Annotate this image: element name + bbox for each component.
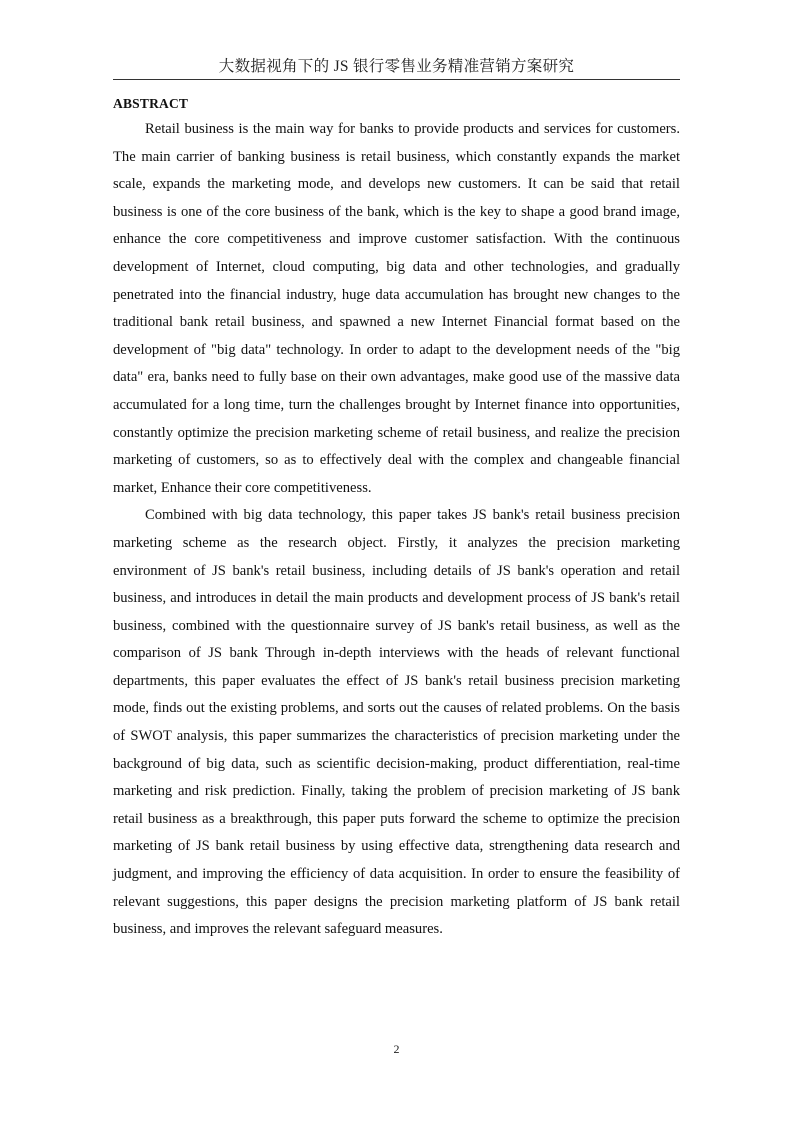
abstract-paragraph-2: Combined with big data technology, this paper takes JS bank's retail business precision marketing scheme as the research object. Firstly, it analyzes the precision marketing environment of JS bank's retail business, including details of JS bank's operation and retail business, and introduces in detail the main products and development process of JS bank's retail business, combined with the questionnaire survey of JS bank's retail business, as well as the comparison of JS bank Through in-depth interviews with the heads of relevant functional departments, this paper evaluates the effect of JS bank's retail business precision marketing mode, finds out the existing problems, and sorts out the causes of related problems. On the basis of SWOT analysis, this paper summarizes the characteristics of precision marketing under the background of big data, such as scientific decision-making, product differentiation, real-time marketing and risk prediction. Finally, taking the problem of precision marketing of JS bank retail business as a breakthrough, this paper puts forward the scheme to optimize the precision marketing of JS bank retail business by using effective data, strengthening data research and judgment, and improving the efficiency of data acquisition. In order to ensure the feasibility of relevant suggestions, this paper designs the precision marketing platform of JS bank retail business, and improves the relevant safeguard measures. — [113, 507, 680, 938]
header-divider — [113, 79, 680, 80]
abstract-paragraph-1: Retail business is the main way for banks to provide products and services for customers. The main carrier of banking business is retail business, which constantly expands the market scale, expands the marketing mode, and develops new customers. It can be said that retail business is one of the core business of the bank, which is the key to shape a good brand image, enhance the core competitiveness and improve customer satisfaction. With the continuous development of Internet, cloud computing, big data and other technologies, and gradually penetrated into the financial industry, huge data accumulation has brought new changes to the traditional bank retail business, and spawned a new Internet Financial format based on the development of "big data" technology. In order to adapt to the development needs of the "big data" era, banks need to fully base on their own advantages, make good use of the massive data accumulated for a long time, turn the challenges brought by Internet finance into opportunities, constantly optimize the precision marketing scheme of retail business, and realize the precision marketing of customers, so as to effectively deal with the complex and changeable financial market, Enhance their core competitiveness. — [113, 121, 680, 496]
abstract-section — [113, 94, 680, 944]
running-header-title: 大数据视角下的 JS 银行零售业务精准营销方案研究 — [218, 58, 575, 75]
abstract-heading: ABSTRACT — [113, 96, 189, 111]
page-number: 2 — [393, 1042, 400, 1056]
